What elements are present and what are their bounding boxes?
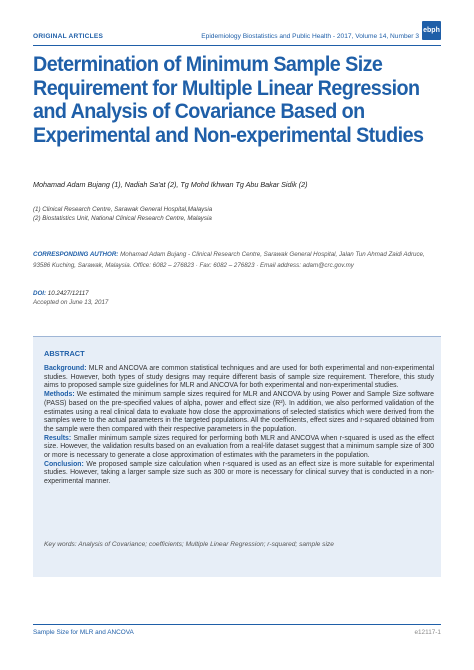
article-title bbox=[33, 53, 424, 147]
abstract-box bbox=[33, 336, 441, 577]
abstract-methods bbox=[44, 391, 434, 435]
abstract-heading: ABSTRACT bbox=[44, 349, 85, 358]
corresponding-label: CORRESPONDING AUTHOR: bbox=[33, 251, 119, 258]
abstract-body bbox=[44, 365, 434, 487]
journal-logo: ebph bbox=[422, 21, 441, 40]
title-line: Experimental and Non-experimental Studies bbox=[33, 123, 424, 147]
title-line: Determination of Minimum Sample Size bbox=[33, 53, 383, 76]
abstract-results bbox=[44, 435, 434, 461]
abstract-background bbox=[44, 365, 434, 391]
footer-short-title: Sample Size for MLR and ANCOVA bbox=[33, 629, 134, 636]
background-label: Background: bbox=[44, 365, 87, 372]
doi-label: DOI: bbox=[33, 290, 47, 297]
page-footer bbox=[33, 624, 441, 635]
doi-value: 10.2427/12117 bbox=[47, 290, 89, 297]
running-header bbox=[33, 31, 441, 46]
methods-text: We estimated the minimum sample sizes required for MLR and ANCOVA by using Power and Sample Size software (PASS) based on the pre-specified values of alpha, power and effect size (R²). In addition, we also performed validation of the estimates using a real clinical data to evaluate how close the approximations of selected statistics which were derived from the samples were to the actual parameters in the targeted populations. All the coefficients, effect sizes and r-squared obtained from the sample were then compared with their respective parameters in the population. bbox=[44, 391, 434, 433]
results-text: Smaller minimum sample sizes required for performing both MLR and ANCOVA when r-squared is used as the effect size. However, the validation results based on an evaluation from a real-life dataset suggest that a minimum sample size of 300 or more is necessary to generate a close approximation of estimates with the parameters in the population. bbox=[44, 434, 434, 460]
results-label: Results: bbox=[44, 434, 72, 442]
accepted-date: Accepted on June 13, 2017 bbox=[33, 299, 109, 306]
corresponding-text: Mohamad Adam Bujang - Clinical Research Centre, Sarawak General Hospital, Jalan Tun Ahmad Zaidi Adruce, 93586 Kuching, Sarawak, Malaysia. Office: 6082 – 276823 · Fax: 6082 – 276823 · Email address: adam@crc.gov.my bbox=[33, 251, 425, 269]
keywords: Key words: Analysis of Covariance; coefficients; Multiple Linear Regression; r-squared; sample size bbox=[44, 541, 334, 548]
abstract-conclusion bbox=[44, 461, 434, 487]
title-line: Requirement for Multiple Linear Regression bbox=[33, 76, 420, 100]
conclusion-label: Conclusion: bbox=[44, 460, 84, 468]
doi-line bbox=[33, 290, 89, 297]
journal-citation: Epidemiology Biostatistics and Public Health - 2017, Volume 14, Number 3 bbox=[201, 33, 419, 40]
conclusion-text: We proposed sample size calculation when r-squared is used as an effect size is more suitable for experimental studies. However, taking a larger sample size such as 300 or more is necessary for clinical survey that is conducted in a non-experimental manner. bbox=[44, 460, 434, 486]
author-list: Mohamad Adam Bujang (1), Nadiah Sa'at (2), Tg Mohd Ikhwan Tg Abu Bakar Sidik (2) bbox=[33, 180, 308, 189]
background-text: MLR and ANCOVA are common statistical techniques and are used for both experimental and non-experimental studies. However, both types of study designs may require different basis of sample size requirement. Therefore, this study aims to proposed sample size guidelines for MLR and ANCOVA for both experimental and non-experimental studies. bbox=[44, 365, 435, 390]
methods-label: Methods: bbox=[44, 391, 75, 399]
corresponding-author bbox=[33, 250, 441, 271]
page-number: e12117-1 bbox=[414, 629, 441, 636]
affiliation-1: (1) Clinical Research Centre, Sarawak General Hospital,Malaysia bbox=[33, 206, 213, 213]
section-label: ORIGINAL ARTICLES bbox=[33, 33, 104, 40]
title-line: and Analysis of Covariance Based on bbox=[33, 100, 365, 123]
affiliation-2: (2) Biostatistics Unit, National Clinical Research Centre, Malaysia bbox=[33, 215, 212, 222]
